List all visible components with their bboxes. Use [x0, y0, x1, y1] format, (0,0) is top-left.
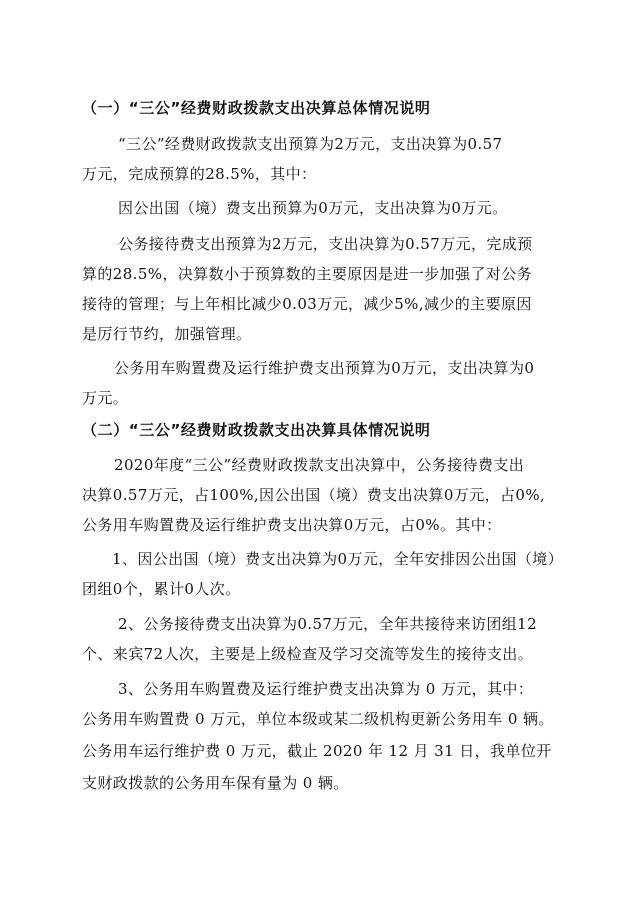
section1-reception-line-1: 公务接待费支出预算为2万元，支出决算为0.57万元，完成预 [118, 235, 533, 253]
section2-item3-line-1: 3、公务用车购置费及运行维护费支出决算为 0 万元，其中： [118, 680, 534, 698]
section1-reception-line-2: 算的28.5%，决算数小于预算数的主要原因是进一步加强了对公务 [82, 265, 533, 283]
section2-item1-line-1: 1、因公出国（境）费支出决算为0万元，全年安排因公出国（境） [112, 550, 564, 568]
section1-heading: （一）“三公”经费财政拨款支出决算总体情况说明 [82, 99, 431, 117]
section2-item2-line-1: 2、公务接待费支出决算为0.57万元，全年共接待来访团组12 [118, 615, 538, 633]
section2-summary-line-3: 公务用车购置费及运行维护费支出决算0万元，占0%。其中： [82, 516, 502, 534]
section2-heading: （二）“三公”经费财政拨款支出决算具体情况说明 [82, 421, 431, 439]
section1-total-line-2: 万元，完成预算的28.5%，其中： [82, 165, 317, 183]
section1-reception-line-3: 接待的管理；与上年相比减少0.03万元，减少5%,减少的主要原因 [82, 295, 532, 313]
section2-item1-line-2: 团组0个，累计0人次。 [82, 580, 241, 598]
section2-item3-line-2: 公务用车购置费 0 万元，单位本级或某二级机构更新公务用车 0 辆。 [82, 710, 554, 728]
section1-reception-line-4: 是厉行节约，加强管理。 [82, 325, 252, 343]
section1-abroad-line-1: 因公出国（境）费支出预算为0万元，支出决算为0万元。 [118, 199, 508, 217]
section2-item2-line-2: 个、来宾72人次，主要是上级检查及学习交流等发生的接待支出。 [82, 645, 534, 663]
section2-item3-line-4: 支财政拨款的公务用车保有量为 0 辆。 [82, 774, 349, 792]
section2-summary-line-1: 2020年度“三公”经费财政拨款支出决算中，公务接待费支出 [114, 456, 525, 474]
section1-vehicle-line-2: 万元。 [82, 389, 129, 407]
section1-total-line-1: “三公”经费财政拨款支出预算为2万元，支出决算为0.57 [118, 135, 503, 153]
section2-summary-line-2: 决算0.57万元，占100%,因公出国（境）费支出决算0万元，占0%, [82, 486, 546, 504]
section2-item3-line-3: 公务用车运行维护费 0 万元，截止 2020 年 12 月 31 日，我单位开 [82, 742, 552, 760]
section1-vehicle-line-1: 公务用车购置费及运行维护费支出预算为0万元，支出决算为0 [114, 359, 535, 377]
